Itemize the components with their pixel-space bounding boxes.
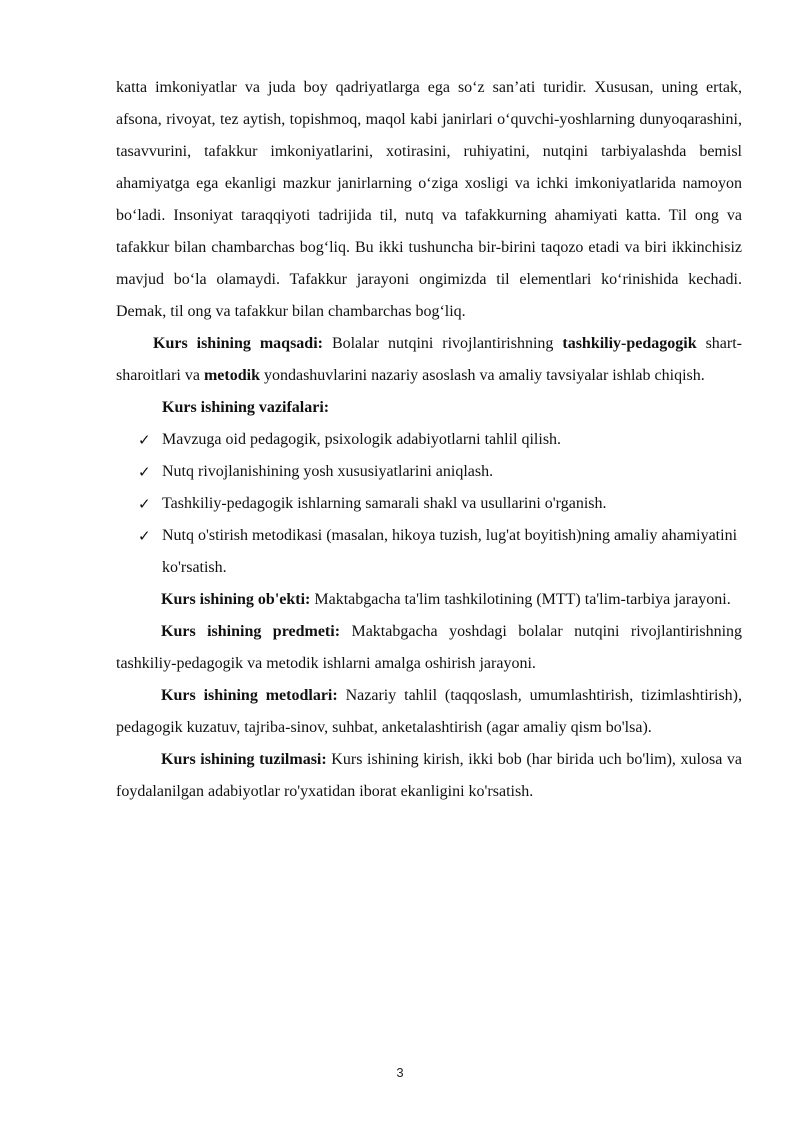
subject-label: Kurs ishining predmeti: [161,623,341,640]
object-paragraph [116,584,742,616]
checkmark-icon: ✓ [138,495,151,513]
checkmark-icon: ✓ [138,463,151,481]
subject-text: Maktabgacha yoshdagi bolalar nutqini rivojlantirishning tashkiliy-pedagogik va metodik ishlarni amalga oshirish jarayoni. [116,623,743,672]
task-item [138,456,742,488]
task-item [138,424,742,456]
task-item [138,488,742,520]
task-text: Nutq o'stirish metodikasi (masalan, hikoya tuzish, lug'at boyitish)ning amaliy ahamiyatini ko'rsatish. [162,527,738,576]
task-text: Mavzuga oid pedagogik, psixologik adabiyotlarni tahlil qilish. [162,431,562,448]
goal-text-1: Bolalar nutqini rivojlantirishning [322,335,563,352]
tasks-list [116,424,742,584]
page-number: 3 [396,1065,404,1080]
object-text: Maktabgacha ta'lim tashkilotining (MTT) ta'lim-tarbiya jarayoni. [310,591,731,608]
checkmark-icon: ✓ [138,527,151,545]
task-text: Tashkiliy-pedagogik ishlarning samarali shakl va usullarini o'rganish. [162,495,607,512]
intro-paragraph: katta imkoniyatlar va juda boy qadriyatlarga ega so‘z san’ati turidir. Xususan, uning ertak, afsona, rivoyat, tez aytish, topishmoq, maqol kabi janirlari o‘quvchi-yoshlarning dunyoqarashini, tasavvurini, tafakkur imkoniyatlarini, xotirasini, ruhiyatini, nutqini tarbiyalashda bemisl ahamiyatga ega ekanligi mazkur janirlarning o‘ziga xosligi va ichki imkoniyatlarida namoyon bo‘ladi. Insoniyat taraqqiyoti tadrijida til, nutq va tafakkurning ahamiyati katta. Til ong va tafakkur bilan chambarchas bog‘liq. Bu ikki tushuncha bir-birini taqozo etadi va biri ikkinchisiz mavjud bo‘la olamaydi. Tafakkur jarayoni ongimizda til elementlari ko‘rinishida kechadi. Demak, til ong va tafakkur bilan chambarchas bog‘liq. [116,79,742,320]
structure-paragraph [116,744,742,808]
goal-text-3: yondashuvlarini nazariy asoslash va amaliy tavsiyalar ishlab chiqish. [259,367,705,384]
goal-label: Kurs ishining maqsadi: [153,335,323,352]
subject-paragraph [116,616,742,680]
structure-text: Kurs ishining kirish, ikki bob (har birida uch bo'lim), xulosa va foydalanilgan adabiyotlar ro'yxatidan iborat ekanligini ko'rsatish. [116,751,743,800]
methods-paragraph [116,680,742,744]
goal-paragraph [116,328,742,392]
structure-label: Kurs ishining tuzilmasi: [161,751,327,768]
document-page [116,72,742,808]
goal-bold-2: metodik [203,367,260,384]
tasks-heading: Kurs ishining vazifalari: [162,399,330,416]
goal-text-2: shart-sharoitlari va [116,335,743,384]
task-text: Nutq rivojlanishining yosh xususiyatlarini aniqlash. [162,463,494,480]
checkmark-icon: ✓ [138,431,151,449]
methods-text: Nazariy tahlil (taqqoslash, umumlashtirish, tizimlashtirish), pedagogik kuzatuv, tajriba-sinov, suhbat, anketalashtirish (agar amaliy qism bo'lsa). [116,687,742,736]
methods-label: Kurs ishining metodlari: [161,687,338,704]
goal-bold-1: tashkiliy-pedagogik [562,335,697,352]
object-label: Kurs ishining ob'ekti: [161,591,311,608]
task-item [138,520,742,584]
